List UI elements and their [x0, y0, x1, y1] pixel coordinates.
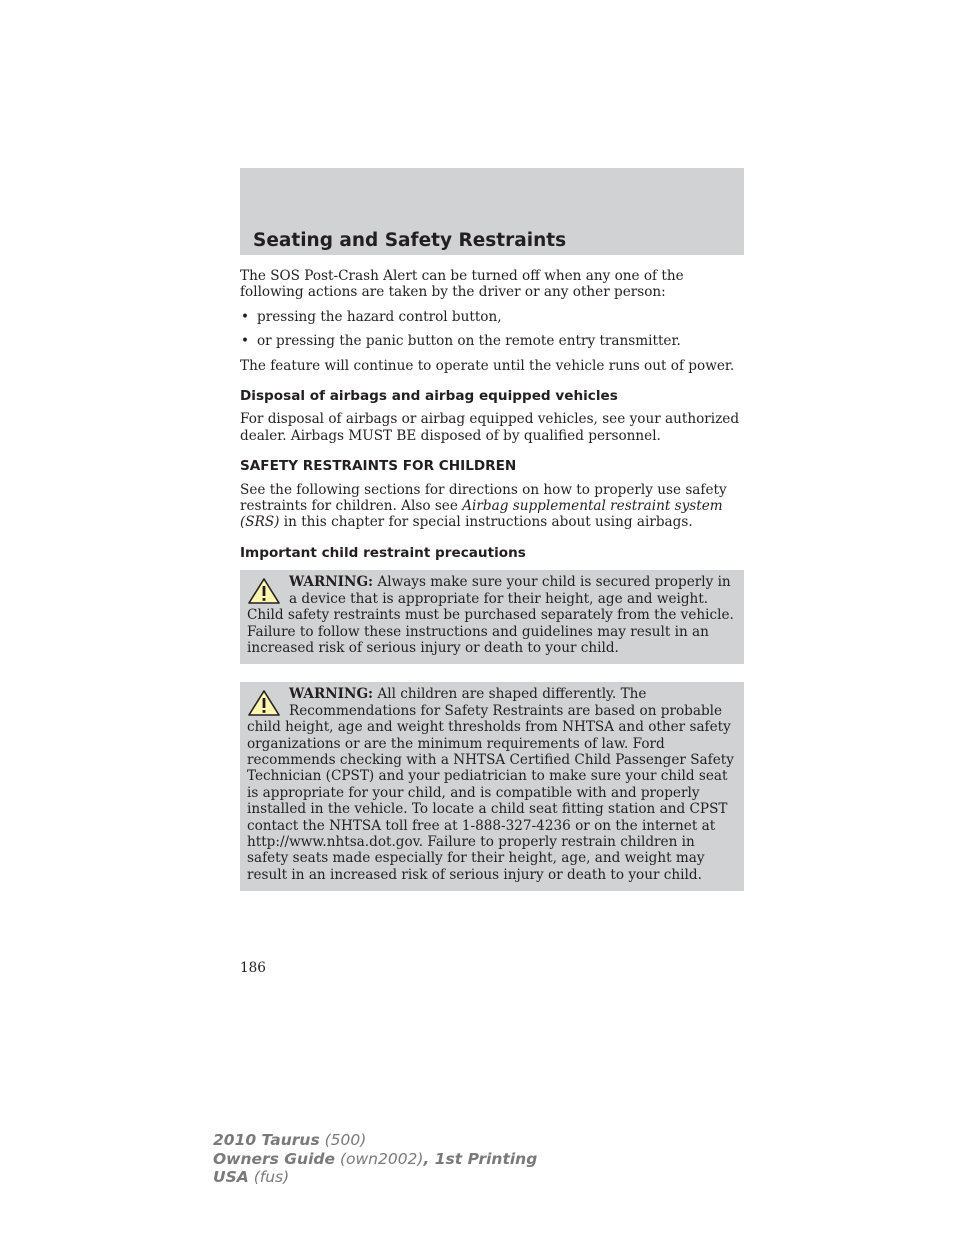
- precautions-heading: Important child restraint precautions: [240, 544, 526, 561]
- warning-triangle-icon: [247, 689, 281, 717]
- page-content: [240, 268, 744, 891]
- warning-label: WARNING:: [289, 686, 374, 703]
- footer-line-market: USA (fus): [213, 1168, 290, 1186]
- section-title: Seating and Safety Restraints: [253, 230, 567, 251]
- bullet-icon: •: [241, 333, 250, 350]
- warning-label: WARNING:: [289, 574, 374, 591]
- footer-line-guide: Owners Guide (own2002), 1st Printing: [213, 1149, 538, 1168]
- warning-text: Always make sure your child is secured properly in a device that is appropriate for their height, age and weight. Child safety restraints must be purchased separately from the vehicle. Failure to follow these instructions and guidelines may result in an increased risk of serious injury or death to your child.: [247, 574, 734, 656]
- intro-closing-paragraph: The feature will continue to operate until the vehicle runs out of power.: [240, 357, 735, 374]
- children-heading: SAFETY RESTRAINTS FOR CHILDREN: [240, 458, 517, 475]
- warning-triangle-icon: [247, 577, 281, 605]
- bullet-icon: •: [241, 308, 250, 325]
- page-number: 186: [240, 960, 266, 976]
- section-header-band: [240, 168, 744, 255]
- srs-reference: Airbag supplemental restraint system (SRS): [240, 498, 723, 531]
- footer-line-model: 2010 Taurus (500): [213, 1131, 367, 1149]
- intro-bullet-list: [240, 309, 744, 350]
- list-item: • pressing the hazard control button,: [241, 308, 502, 325]
- warning-box: [240, 682, 744, 891]
- intro-paragraph: The SOS Post-Crash Alert can be turned off when any one of the following actions are taken by the driver or any other person:: [240, 268, 684, 301]
- warning-box: [240, 570, 744, 664]
- disposal-paragraph: For disposal of airbags or airbag equipped vehicles, see your authorized dealer. Airbags MUST BE disposed of by qualified personnel.: [240, 411, 740, 444]
- document-footer: [213, 1131, 537, 1187]
- warning-text: All children are shaped differently. The Recommendations for Safety Restraints are based on probable child height, age and weight thresholds from NHTSA and other safety organizations or are the minimum requirements of law. Ford recommends checking with a NHTSA Certified Child Passenger Safety Technician (CPST) and your pediatrician to make sure your child seat is appropriate for your child, and is compatible with and properly installed in the vehicle. To locate a child seat fitting station and CPST contact the NHTSA toll free at 1-888-327-4236 or on the internet at http://www.nhtsa.dot.gov. Failure to properly restrain children in safety seats made especially for their height, age, and weight may result in an increased risk of serious injury or death to your child.: [247, 686, 734, 883]
- disposal-heading: Disposal of airbags and airbag equipped vehicles: [240, 388, 618, 405]
- list-item: • or pressing the panic button on the remote entry transmitter.: [241, 333, 681, 350]
- children-paragraph: See the following sections for directions on how to properly use safety restraints for children. Also see Airbag supplemental restraint system (SRS) in this chapter for special instructions about using airbags.: [240, 481, 727, 531]
